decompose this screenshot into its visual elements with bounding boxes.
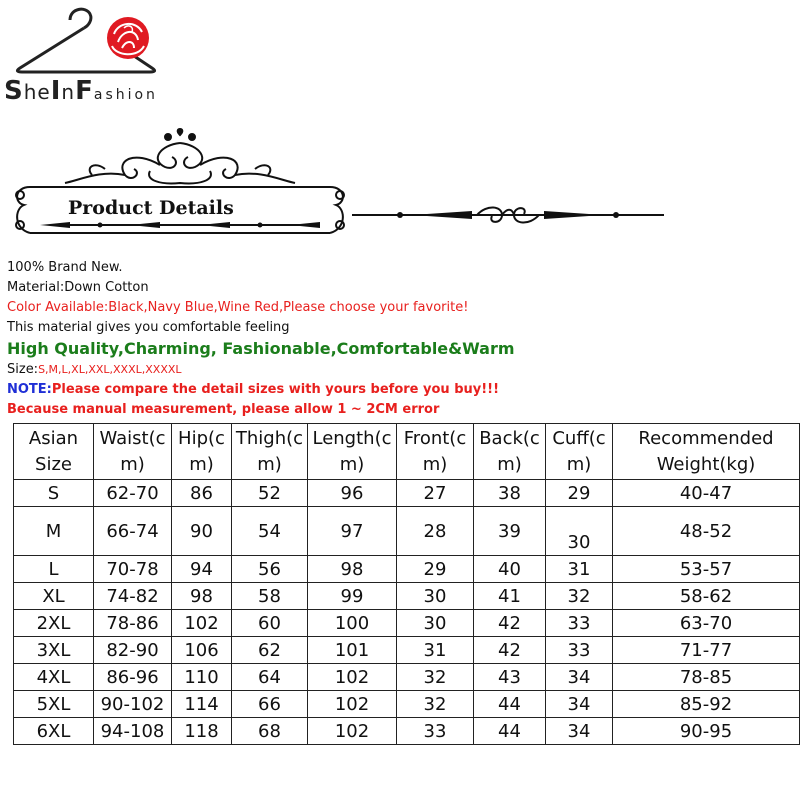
cell-back: 42 bbox=[474, 610, 546, 637]
cell-cuff: 34 bbox=[546, 664, 613, 691]
header-weight: Recommended Weight(kg) bbox=[613, 424, 800, 480]
cell-front: 28 bbox=[397, 507, 474, 556]
cell-size: S bbox=[14, 480, 94, 507]
cell-size: 3XL bbox=[14, 637, 94, 664]
cell-hip: 86 bbox=[172, 480, 232, 507]
header-front: Front(c m) bbox=[397, 424, 474, 480]
cell-cuff: 30 bbox=[546, 507, 613, 556]
cell-waist: 90-102 bbox=[94, 691, 172, 718]
brand-logo bbox=[0, 0, 180, 110]
cell-thigh: 60 bbox=[232, 610, 308, 637]
hanger-rose-icon bbox=[0, 0, 180, 80]
cell-waist: 94-108 bbox=[94, 718, 172, 745]
cell-back: 38 bbox=[474, 480, 546, 507]
cell-cuff: 34 bbox=[546, 691, 613, 718]
cell-weight: 48-52 bbox=[613, 507, 800, 556]
cell-size: 6XL bbox=[14, 718, 94, 745]
cell-length: 98 bbox=[308, 556, 397, 583]
cell-length: 100 bbox=[308, 610, 397, 637]
banner-title: Product Details bbox=[68, 197, 234, 219]
info-line-note bbox=[7, 380, 797, 400]
ornament-frame-icon bbox=[10, 125, 350, 250]
cell-length: 99 bbox=[308, 583, 397, 610]
brand-text-he: he bbox=[23, 80, 51, 104]
cell-hip: 102 bbox=[172, 610, 232, 637]
cell-back: 41 bbox=[474, 583, 546, 610]
cell-length: 96 bbox=[308, 480, 397, 507]
cell-size: L bbox=[14, 556, 94, 583]
cell-length: 102 bbox=[308, 718, 397, 745]
brand-text-n: n bbox=[61, 80, 76, 104]
product-details-banner bbox=[10, 125, 350, 250]
divider-flourish-icon bbox=[352, 196, 664, 236]
cell-front: 32 bbox=[397, 691, 474, 718]
cell-weight: 40-47 bbox=[613, 480, 800, 507]
cell-weight: 63-70 bbox=[613, 610, 800, 637]
cell-waist: 62-70 bbox=[94, 480, 172, 507]
cell-size: 2XL bbox=[14, 610, 94, 637]
brand-text-ashion: ashion bbox=[93, 87, 158, 103]
cell-size: 5XL bbox=[14, 691, 94, 718]
cell-waist: 74-82 bbox=[94, 583, 172, 610]
cell-thigh: 66 bbox=[232, 691, 308, 718]
header-hip: Hip(c m) bbox=[172, 424, 232, 480]
note-label: NOTE: bbox=[7, 382, 52, 397]
brand-letter-s: S bbox=[4, 76, 24, 106]
cell-waist: 86-96 bbox=[94, 664, 172, 691]
cell-back: 44 bbox=[474, 718, 546, 745]
cell-cuff: 33 bbox=[546, 610, 613, 637]
table-row bbox=[14, 556, 800, 583]
cell-hip: 94 bbox=[172, 556, 232, 583]
cell-length: 97 bbox=[308, 507, 397, 556]
header-length: Length(c m) bbox=[308, 424, 397, 480]
header-thigh: Thigh(c m) bbox=[232, 424, 308, 480]
cell-thigh: 54 bbox=[232, 507, 308, 556]
cell-cuff: 34 bbox=[546, 718, 613, 745]
cell-size: XL bbox=[14, 583, 94, 610]
table-row bbox=[14, 480, 800, 507]
info-line-colors: Color Available:Black,Navy Blue,Wine Red,Please choose your favorite! bbox=[7, 300, 469, 315]
cell-thigh: 62 bbox=[232, 637, 308, 664]
brand-letter-f: F bbox=[75, 76, 94, 106]
size-values: S,M,L,XL,XXL,XXXL,XXXXL bbox=[38, 363, 182, 376]
table-row bbox=[14, 664, 800, 691]
cell-thigh: 52 bbox=[232, 480, 308, 507]
size-label: Size: bbox=[7, 362, 39, 377]
size-chart-table bbox=[13, 423, 800, 745]
cell-weight: 78-85 bbox=[613, 664, 800, 691]
cell-hip: 118 bbox=[172, 718, 232, 745]
cell-cuff: 29 bbox=[546, 480, 613, 507]
cell-hip: 98 bbox=[172, 583, 232, 610]
info-line-error: Because manual measurement, please allow 1 ~ 2CM error bbox=[7, 402, 440, 417]
cell-thigh: 64 bbox=[232, 664, 308, 691]
cell-length: 102 bbox=[308, 691, 397, 718]
cell-cuff: 31 bbox=[546, 556, 613, 583]
cell-front: 29 bbox=[397, 556, 474, 583]
cell-back: 42 bbox=[474, 637, 546, 664]
cell-front: 31 bbox=[397, 637, 474, 664]
cell-cuff: 32 bbox=[546, 583, 613, 610]
cell-size: M bbox=[14, 507, 94, 556]
header-size: Asian Size bbox=[14, 424, 94, 480]
table-row bbox=[14, 718, 800, 745]
cell-hip: 110 bbox=[172, 664, 232, 691]
note-text: Please compare the detail sizes with yours before you buy!!! bbox=[51, 382, 500, 397]
product-info bbox=[7, 258, 797, 420]
table-row bbox=[14, 637, 800, 664]
cell-thigh: 56 bbox=[232, 556, 308, 583]
cell-waist: 78-86 bbox=[94, 610, 172, 637]
cell-front: 33 bbox=[397, 718, 474, 745]
cell-waist: 70-78 bbox=[94, 556, 172, 583]
cell-weight: 71-77 bbox=[613, 637, 800, 664]
cell-front: 27 bbox=[397, 480, 474, 507]
cell-hip: 114 bbox=[172, 691, 232, 718]
info-line-sizes bbox=[7, 360, 797, 380]
cell-hip: 106 bbox=[172, 637, 232, 664]
brand-name bbox=[4, 76, 158, 106]
cell-length: 101 bbox=[308, 637, 397, 664]
cell-weight: 90-95 bbox=[613, 718, 800, 745]
info-line-comfort: This material gives you comfortable feeling bbox=[7, 320, 290, 335]
cell-cuff: 33 bbox=[546, 637, 613, 664]
cell-thigh: 68 bbox=[232, 718, 308, 745]
cell-back: 39 bbox=[474, 507, 546, 556]
table-row bbox=[14, 610, 800, 637]
cell-weight: 85-92 bbox=[613, 691, 800, 718]
cell-back: 43 bbox=[474, 664, 546, 691]
cell-front: 30 bbox=[397, 583, 474, 610]
info-line-quality: High Quality,Charming, Fashionable,Comfortable&Warm bbox=[7, 339, 515, 358]
header-cuff: Cuff(c m) bbox=[546, 424, 613, 480]
cell-length: 102 bbox=[308, 664, 397, 691]
cell-back: 44 bbox=[474, 691, 546, 718]
header-back: Back(c m) bbox=[474, 424, 546, 480]
table-row bbox=[14, 691, 800, 718]
table-row bbox=[14, 507, 800, 556]
cell-back: 40 bbox=[474, 556, 546, 583]
table-header-row bbox=[14, 424, 800, 480]
brand-letter-i: I bbox=[50, 76, 62, 106]
info-line-brand-new: 100% Brand New. bbox=[7, 260, 123, 275]
cell-waist: 66-74 bbox=[94, 507, 172, 556]
header-waist: Waist(c m) bbox=[94, 424, 172, 480]
cell-front: 30 bbox=[397, 610, 474, 637]
cell-hip: 90 bbox=[172, 507, 232, 556]
cell-weight: 53-57 bbox=[613, 556, 800, 583]
cell-waist: 82-90 bbox=[94, 637, 172, 664]
info-line-material: Material:Down Cotton bbox=[7, 280, 149, 295]
cell-size: 4XL bbox=[14, 664, 94, 691]
cell-thigh: 58 bbox=[232, 583, 308, 610]
table-row bbox=[14, 583, 800, 610]
cell-front: 32 bbox=[397, 664, 474, 691]
cell-weight: 58-62 bbox=[613, 583, 800, 610]
